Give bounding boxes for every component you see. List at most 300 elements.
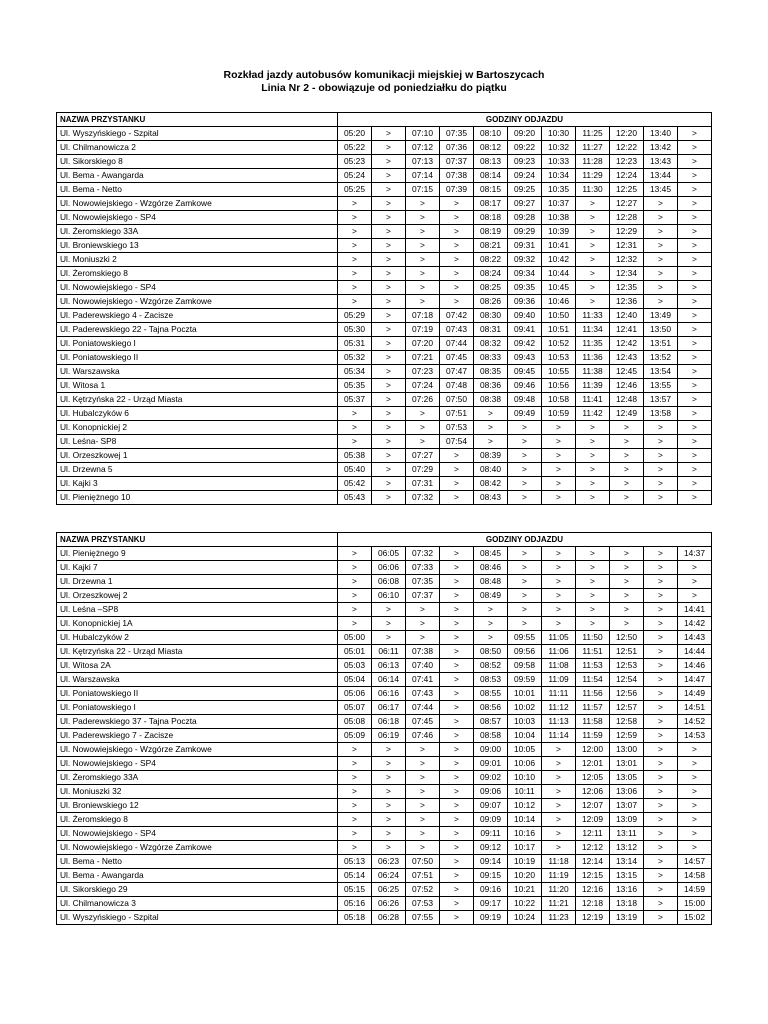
departure-time-cell: > — [508, 477, 542, 491]
table-row — [57, 729, 712, 743]
departure-time-cell: 08:58 — [474, 729, 508, 743]
table-row — [57, 379, 712, 393]
departure-time-cell: > — [576, 225, 610, 239]
departure-time-cell: > — [678, 407, 712, 421]
departure-time-cell: 08:40 — [474, 463, 508, 477]
departure-time-cell: > — [372, 267, 406, 281]
departure-time-cell: 10:04 — [508, 729, 542, 743]
departure-time-cell: 11:58 — [576, 715, 610, 729]
table-header-row — [57, 533, 712, 547]
table-row — [57, 771, 712, 785]
stop-name-cell: Ul. Kętrzyńska 22 - Urząd Miasta — [57, 393, 338, 407]
departure-time-cell: 09:24 — [508, 169, 542, 183]
departure-time-cell: 07:36 — [440, 141, 474, 155]
departure-time-cell: 10:11 — [508, 785, 542, 799]
departure-time-cell: > — [542, 561, 576, 575]
stop-name-cell: Ul. Kętrzyńska 22 - Urząd Miasta — [57, 645, 338, 659]
departure-time-cell: 12:23 — [610, 155, 644, 169]
departure-time-cell: > — [644, 491, 678, 505]
departure-time-cell: 13:14 — [610, 855, 644, 869]
departure-time-cell: 05:09 — [338, 729, 372, 743]
departure-time-cell: > — [474, 617, 508, 631]
departure-time-cell: > — [542, 771, 576, 785]
departure-time-cell: 12:48 — [610, 393, 644, 407]
table-row — [57, 827, 712, 841]
departure-time-cell: 13:07 — [610, 799, 644, 813]
table-row — [57, 197, 712, 211]
departure-time-cell: 13:58 — [644, 407, 678, 421]
departure-time-cell: 12:51 — [610, 645, 644, 659]
departure-time-cell: 09:35 — [508, 281, 542, 295]
departure-time-cell: > — [440, 659, 474, 673]
departure-time-cell: 14:52 — [678, 715, 712, 729]
departure-time-cell: 13:19 — [610, 911, 644, 925]
departure-time-cell: > — [440, 267, 474, 281]
departure-time-cell: > — [678, 365, 712, 379]
departure-time-cell: > — [542, 421, 576, 435]
departure-time-cell: 10:03 — [508, 715, 542, 729]
departure-time-cell: 09:59 — [508, 673, 542, 687]
departure-time-cell: 09:14 — [474, 855, 508, 869]
departure-time-cell: 10:10 — [508, 771, 542, 785]
departure-time-cell: 10:30 — [542, 127, 576, 141]
departure-time-cell: 12:20 — [610, 127, 644, 141]
departure-time-cell: 12:36 — [610, 295, 644, 309]
departure-time-cell: > — [440, 673, 474, 687]
departure-time-cell: 08:36 — [474, 379, 508, 393]
departure-time-cell: > — [372, 435, 406, 449]
stop-name-cell: Ul. Leśna- SP8 — [57, 435, 338, 449]
departure-time-cell: > — [406, 757, 440, 771]
departure-time-cell: 14:42 — [678, 617, 712, 631]
table-row — [57, 631, 712, 645]
departure-time-cell: 12:31 — [610, 239, 644, 253]
departure-time-cell: > — [576, 463, 610, 477]
departure-time-cell: 11:33 — [576, 309, 610, 323]
table-row — [57, 757, 712, 771]
departure-time-cell: 06:25 — [372, 883, 406, 897]
departure-time-cell: > — [440, 631, 474, 645]
departure-time-cell: > — [644, 813, 678, 827]
departure-time-cell: 08:19 — [474, 225, 508, 239]
departure-time-cell: > — [542, 603, 576, 617]
departure-time-cell: > — [610, 477, 644, 491]
table-row — [57, 239, 712, 253]
departure-time-cell: > — [372, 309, 406, 323]
departure-time-cell: 12:42 — [610, 337, 644, 351]
departure-time-cell: 07:38 — [406, 645, 440, 659]
departure-time-cell: 12:19 — [576, 911, 610, 925]
departure-time-cell: > — [440, 281, 474, 295]
timetable-title: Rozkład jazdy autobusów komunikacji miejskiej w Bartoszycach — [223, 69, 545, 81]
stop-name-cell: Ul. Paderewskiego 7 - Zacisze — [57, 729, 338, 743]
departure-time-cell: 09:31 — [508, 239, 542, 253]
departure-time-cell: 12:29 — [610, 225, 644, 239]
departure-time-cell: 12:40 — [610, 309, 644, 323]
departure-time-cell: > — [644, 463, 678, 477]
departure-time-cell: > — [474, 435, 508, 449]
departure-time-cell: 09:19 — [474, 911, 508, 925]
departure-time-cell: > — [678, 169, 712, 183]
departure-time-cell: > — [644, 589, 678, 603]
departure-time-cell: > — [678, 183, 712, 197]
departure-time-cell: 09:43 — [508, 351, 542, 365]
departure-time-cell: 07:38 — [440, 169, 474, 183]
departure-time-cell: > — [678, 575, 712, 589]
departure-time-cell: > — [338, 603, 372, 617]
departure-time-cell: 10:41 — [542, 239, 576, 253]
departure-time-cell: > — [372, 617, 406, 631]
departure-time-cell: 08:21 — [474, 239, 508, 253]
departure-time-cell: > — [678, 281, 712, 295]
departure-time-cell: > — [644, 211, 678, 225]
departure-time-cell: 05:35 — [338, 379, 372, 393]
departure-time-cell: > — [372, 281, 406, 295]
departure-time-cell: 08:13 — [474, 155, 508, 169]
departure-time-cell: 07:42 — [440, 309, 474, 323]
departure-time-cell: > — [644, 547, 678, 561]
table-row — [57, 449, 712, 463]
departure-time-cell: > — [644, 715, 678, 729]
departure-time-cell: > — [508, 491, 542, 505]
departure-time-cell: > — [610, 547, 644, 561]
departure-time-cell: > — [372, 757, 406, 771]
departure-time-cell: 06:13 — [372, 659, 406, 673]
departure-time-cell: 11:56 — [576, 687, 610, 701]
departure-time-cell: 11:39 — [576, 379, 610, 393]
stop-name-cell: Ul. Pieniężnego 9 — [57, 547, 338, 561]
stop-name-cell: Ul. Wyszyńskiego - Szpital — [57, 911, 338, 925]
departure-time-cell: 13:09 — [610, 813, 644, 827]
departure-time-cell: 06:26 — [372, 897, 406, 911]
departure-time-cell: > — [678, 393, 712, 407]
departure-time-cell: 05:08 — [338, 715, 372, 729]
departure-time-cell: 07:37 — [440, 155, 474, 169]
departure-time-cell: > — [508, 547, 542, 561]
departure-time-cell: 08:22 — [474, 253, 508, 267]
departure-time-cell: > — [372, 253, 406, 267]
departure-time-cell: > — [372, 337, 406, 351]
departure-time-cell: > — [610, 575, 644, 589]
departure-time-cell: > — [678, 225, 712, 239]
departure-time-cell: 07:53 — [440, 421, 474, 435]
departure-time-cell: > — [372, 491, 406, 505]
stop-name-cell: Ul. Kajki 3 — [57, 477, 338, 491]
departure-time-cell: 14:46 — [678, 659, 712, 673]
departure-time-cell: 09:17 — [474, 897, 508, 911]
departure-time-cell: 08:38 — [474, 393, 508, 407]
stop-name-cell: Ul. Konopnickiej 1A — [57, 617, 338, 631]
departure-time-cell: 11:18 — [542, 855, 576, 869]
departure-time-cell: 05:24 — [338, 169, 372, 183]
departure-time-cell: > — [440, 869, 474, 883]
departure-time-cell: 08:12 — [474, 141, 508, 155]
departure-time-cell: > — [644, 449, 678, 463]
departure-time-cell: > — [644, 603, 678, 617]
departure-time-cell: 12:22 — [610, 141, 644, 155]
departure-time-cell: > — [372, 365, 406, 379]
departure-time-cell: 09:40 — [508, 309, 542, 323]
departure-time-cell: > — [678, 743, 712, 757]
departure-time-cell: 05:32 — [338, 351, 372, 365]
departure-time-cell: 11:57 — [576, 701, 610, 715]
departure-time-cell: > — [542, 547, 576, 561]
departure-time-cell: 09:07 — [474, 799, 508, 813]
departure-time-cell: > — [406, 239, 440, 253]
departure-time-cell: > — [576, 197, 610, 211]
departure-time-cell: 06:05 — [372, 547, 406, 561]
table-row — [57, 785, 712, 799]
departure-time-cell: > — [440, 547, 474, 561]
departure-time-cell: 07:10 — [406, 127, 440, 141]
departure-time-cell: 13:42 — [644, 141, 678, 155]
departure-time-cell: > — [678, 785, 712, 799]
departure-time-cell: > — [440, 253, 474, 267]
table-row — [57, 421, 712, 435]
table-row — [57, 743, 712, 757]
departure-time-cell: > — [644, 561, 678, 575]
stop-name-cell: Ul. Żeromskiego 8 — [57, 267, 338, 281]
departure-time-cell: > — [372, 225, 406, 239]
departure-time-cell: > — [372, 351, 406, 365]
departure-time-cell: 11:11 — [542, 687, 576, 701]
departure-time-cell: > — [406, 813, 440, 827]
stop-name-cell: Ul. Wyszyńskiego - Szpital — [57, 127, 338, 141]
departure-time-cell: 10:22 — [508, 897, 542, 911]
departure-time-cell: 08:49 — [474, 589, 508, 603]
departure-time-cell: 14:58 — [678, 869, 712, 883]
departure-times-header: GODZINY ODJAZDU — [338, 113, 712, 127]
departure-time-cell: > — [338, 561, 372, 575]
departure-time-cell: 10:55 — [542, 365, 576, 379]
departure-time-cell: > — [440, 463, 474, 477]
departure-time-cell: 10:34 — [542, 169, 576, 183]
departure-time-cell: 13:12 — [610, 841, 644, 855]
departure-time-cell: 11:05 — [542, 631, 576, 645]
departure-time-cell: 10:19 — [508, 855, 542, 869]
departure-time-cell: > — [576, 281, 610, 295]
departure-time-cell: 07:33 — [406, 561, 440, 575]
departure-time-cell: 12:16 — [576, 883, 610, 897]
departure-time-cell: 07:40 — [406, 659, 440, 673]
departure-time-cell: > — [576, 561, 610, 575]
departure-time-cell: > — [372, 771, 406, 785]
departure-time-cell: > — [576, 267, 610, 281]
departure-time-cell: 09:32 — [508, 253, 542, 267]
departure-time-cell: > — [576, 477, 610, 491]
departure-time-cell: > — [644, 911, 678, 925]
departure-time-cell: > — [338, 617, 372, 631]
departure-time-cell: > — [406, 253, 440, 267]
departure-time-cell: 12:14 — [576, 855, 610, 869]
departure-time-cell: > — [508, 561, 542, 575]
departure-time-cell: 06:06 — [372, 561, 406, 575]
departure-time-cell: 10:37 — [542, 197, 576, 211]
departure-time-cell: 05:43 — [338, 491, 372, 505]
departure-time-cell: > — [406, 281, 440, 295]
stop-name-cell: Ul. Nowowiejskiego - Wzgórze Zamkowe — [57, 841, 338, 855]
departure-time-cell: > — [678, 211, 712, 225]
departure-time-cell: 10:05 — [508, 743, 542, 757]
departure-time-cell: > — [372, 631, 406, 645]
departure-time-cell: 05:31 — [338, 337, 372, 351]
departure-time-cell: > — [338, 435, 372, 449]
departure-time-cell: > — [644, 827, 678, 841]
departure-time-cell: > — [372, 155, 406, 169]
departure-time-cell: > — [338, 267, 372, 281]
departure-time-cell: 05:25 — [338, 183, 372, 197]
stop-name-cell: Ul. Bema - Netto — [57, 855, 338, 869]
departure-time-cell: > — [508, 589, 542, 603]
departure-time-cell: > — [678, 295, 712, 309]
departure-time-cell: 07:18 — [406, 309, 440, 323]
departure-time-cell: 11:06 — [542, 645, 576, 659]
departure-time-cell: > — [644, 197, 678, 211]
departure-time-cell: 11:41 — [576, 393, 610, 407]
departure-time-cell: 13:05 — [610, 771, 644, 785]
departure-time-cell: > — [338, 225, 372, 239]
departure-time-cell: 12:49 — [610, 407, 644, 421]
departure-time-cell: > — [440, 771, 474, 785]
departure-time-cell: > — [508, 617, 542, 631]
departure-time-cell: > — [338, 421, 372, 435]
departure-time-cell: 08:39 — [474, 449, 508, 463]
departure-time-cell: > — [440, 239, 474, 253]
table-row — [57, 547, 712, 561]
departure-time-cell: 06:14 — [372, 673, 406, 687]
stop-name-cell: Ul. Nowowiejskiego - SP4 — [57, 827, 338, 841]
table-row — [57, 477, 712, 491]
departure-time-cell: 07:43 — [406, 687, 440, 701]
departure-time-cell: 14:41 — [678, 603, 712, 617]
departure-time-cell: > — [440, 827, 474, 841]
departure-time-cell: 06:18 — [372, 715, 406, 729]
departure-time-cell: 12:01 — [576, 757, 610, 771]
departure-time-cell: > — [406, 603, 440, 617]
departure-time-cell: > — [678, 561, 712, 575]
departure-time-cell: 13:40 — [644, 127, 678, 141]
departure-time-cell: 07:46 — [406, 729, 440, 743]
departure-time-cell: 14:49 — [678, 687, 712, 701]
departure-time-cell: 10:38 — [542, 211, 576, 225]
departure-time-cell: 11:09 — [542, 673, 576, 687]
departure-time-cell: > — [372, 813, 406, 827]
departure-time-cell: 07:12 — [406, 141, 440, 155]
departure-time-cell: 07:41 — [406, 673, 440, 687]
departure-time-cell: 08:42 — [474, 477, 508, 491]
departure-time-cell: 05:38 — [338, 449, 372, 463]
table-row — [57, 127, 712, 141]
departure-time-cell: > — [542, 477, 576, 491]
departure-time-cell: 14:51 — [678, 701, 712, 715]
departure-time-cell: 09:09 — [474, 813, 508, 827]
departure-time-cell: > — [678, 491, 712, 505]
departure-time-cell: 08:24 — [474, 267, 508, 281]
departure-time-cell: 13:18 — [610, 897, 644, 911]
departure-time-cell: > — [678, 757, 712, 771]
departure-time-cell: > — [372, 463, 406, 477]
stop-name-cell: Ul. Paderewskiego 4 - Zacisze — [57, 309, 338, 323]
departure-time-cell: 06:24 — [372, 869, 406, 883]
departure-time-cell: 12:58 — [610, 715, 644, 729]
departure-time-cell: > — [678, 267, 712, 281]
stop-name-cell: Ul. Moniuszki 2 — [57, 253, 338, 267]
departure-time-cell: > — [338, 771, 372, 785]
table-row — [57, 435, 712, 449]
departure-time-cell: 05:29 — [338, 309, 372, 323]
departure-time-cell: 07:15 — [406, 183, 440, 197]
departure-time-cell: > — [440, 729, 474, 743]
departure-time-cell: > — [610, 491, 644, 505]
departure-time-cell: > — [440, 743, 474, 757]
departure-time-cell: > — [440, 197, 474, 211]
departure-time-cell: > — [644, 617, 678, 631]
departure-time-cell: 12:57 — [610, 701, 644, 715]
departure-time-cell: 11:27 — [576, 141, 610, 155]
stop-name-cell: Ul. Chilmanowicza 3 — [57, 897, 338, 911]
departure-time-cell: 13:43 — [644, 155, 678, 169]
departure-time-cell: > — [644, 239, 678, 253]
table-row — [57, 701, 712, 715]
departure-time-cell: 07:13 — [406, 155, 440, 169]
departure-time-cell: 11:35 — [576, 337, 610, 351]
departure-time-cell: > — [542, 757, 576, 771]
departure-time-cell: > — [406, 295, 440, 309]
departure-time-cell: 07:19 — [406, 323, 440, 337]
departure-time-cell: 05:18 — [338, 911, 372, 925]
departure-time-cell: > — [440, 813, 474, 827]
departure-time-cell: > — [440, 799, 474, 813]
departure-time-cell: > — [372, 295, 406, 309]
departure-time-cell: 10:46 — [542, 295, 576, 309]
stop-name-cell: Ul. Paderewskiego 37 - Tajna Poczta — [57, 715, 338, 729]
departure-time-cell: > — [542, 435, 576, 449]
departure-time-cell: 12:54 — [610, 673, 644, 687]
departure-time-cell: > — [372, 127, 406, 141]
departure-time-cell: 11:42 — [576, 407, 610, 421]
departure-time-cell: > — [406, 197, 440, 211]
stop-name-cell: Ul. Nowowiejskiego - Wzgórze Zamkowe — [57, 197, 338, 211]
departure-time-cell: 09:00 — [474, 743, 508, 757]
departure-time-cell: > — [508, 449, 542, 463]
departure-time-cell: > — [474, 421, 508, 435]
table-row — [57, 295, 712, 309]
stop-name-cell: Ul. Hubalczyków 6 — [57, 407, 338, 421]
departure-time-cell: > — [440, 575, 474, 589]
departure-time-cell: > — [338, 841, 372, 855]
departure-time-cell: > — [508, 463, 542, 477]
departure-time-cell: 09:36 — [508, 295, 542, 309]
departure-time-cell: 11:53 — [576, 659, 610, 673]
departure-time-cell: > — [406, 617, 440, 631]
departure-time-cell: > — [406, 211, 440, 225]
departure-time-cell: 09:34 — [508, 267, 542, 281]
stop-name-cell: Ul. Kajki 7 — [57, 561, 338, 575]
departure-time-cell: > — [644, 883, 678, 897]
departure-time-cell: 11:29 — [576, 169, 610, 183]
departure-time-cell: 11:12 — [542, 701, 576, 715]
departure-time-cell: > — [338, 589, 372, 603]
departure-time-cell: 07:51 — [440, 407, 474, 421]
departure-time-cell: 09:55 — [508, 631, 542, 645]
table-row — [57, 645, 712, 659]
table-row — [57, 253, 712, 267]
departure-time-cell: > — [440, 225, 474, 239]
stop-name-cell: Ul. Orzeszkowej 1 — [57, 449, 338, 463]
departure-time-cell: 11:30 — [576, 183, 610, 197]
departure-time-cell: 12:32 — [610, 253, 644, 267]
departure-time-cell: 08:46 — [474, 561, 508, 575]
